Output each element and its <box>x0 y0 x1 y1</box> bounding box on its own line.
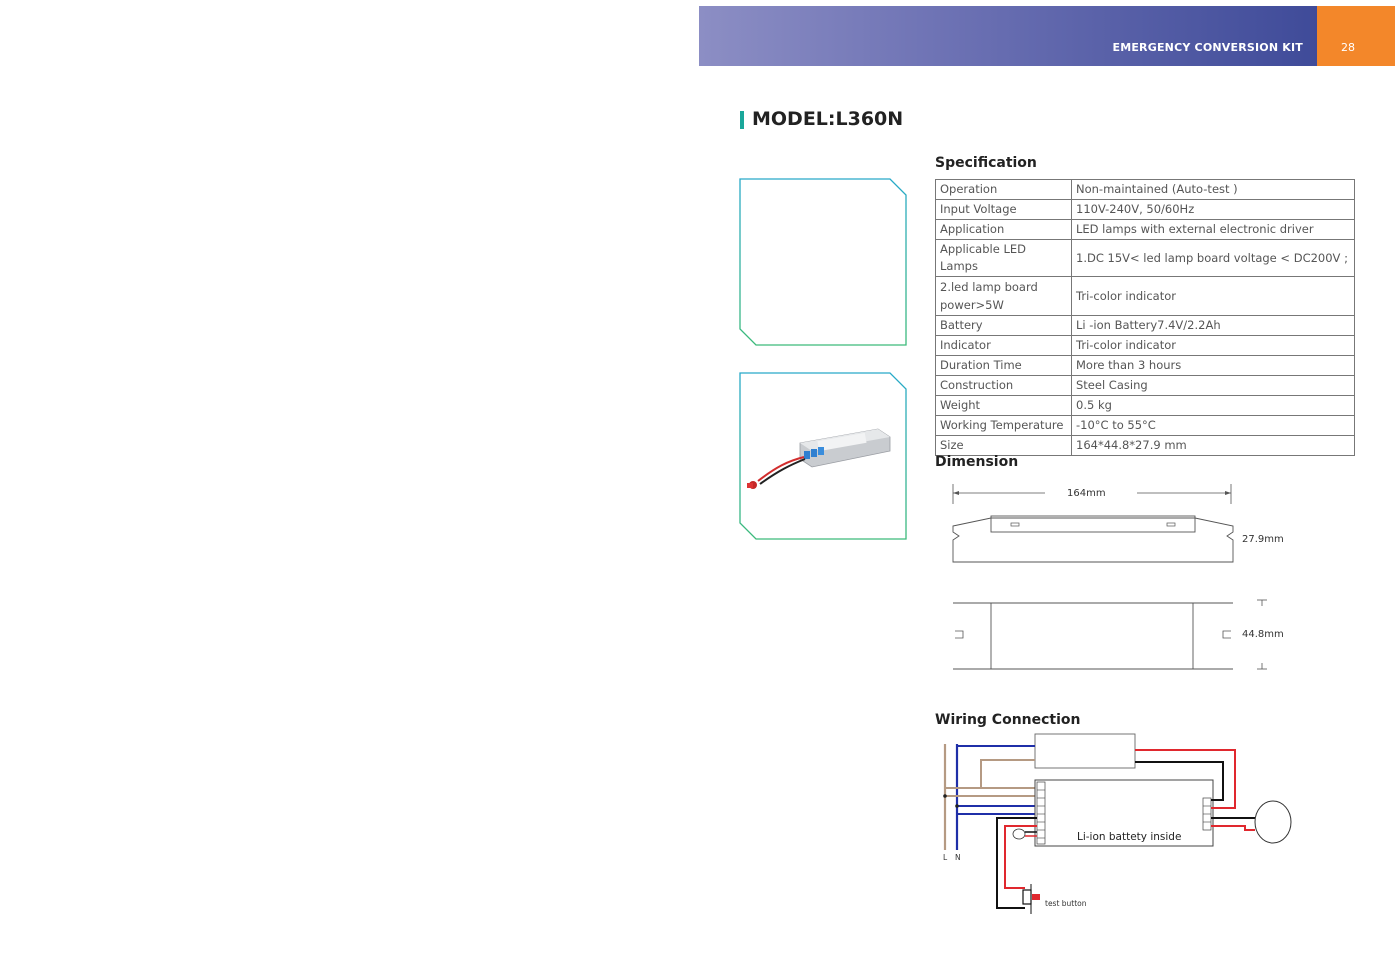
spec-key: Operation <box>936 180 1072 200</box>
top-view <box>953 603 1233 669</box>
spec-value: Tri-color indicator <box>1072 336 1355 356</box>
table-row <box>936 200 1355 220</box>
led-lamp <box>1255 801 1291 843</box>
test-button-label: test button <box>1045 899 1087 908</box>
spec-value: Steel Casing <box>1072 376 1355 396</box>
wiring-heading: Wiring Connection <box>935 712 1081 728</box>
specification-table <box>935 179 1355 456</box>
dimension-heading: Dimension <box>935 454 1019 470</box>
header-banner <box>699 6 1317 66</box>
dimension-width-label: 44.8mm <box>1242 629 1284 640</box>
live-label: L <box>943 853 948 862</box>
module-label: Li-ion battety inside <box>1077 831 1182 843</box>
product-image-frame <box>738 371 910 543</box>
spec-value: 0.5 kg <box>1072 396 1355 416</box>
spec-key: Application <box>936 220 1072 240</box>
table-row <box>936 356 1355 376</box>
wiring-diagram <box>935 730 1305 920</box>
dimension-length-label: 164mm <box>1067 488 1106 499</box>
spec-value: 110V-240V, 50/60Hz <box>1072 200 1355 220</box>
spec-key: Indicator <box>936 336 1072 356</box>
side-view <box>953 516 1233 562</box>
spec-value: 164*44.8*27.9 mm <box>1072 436 1355 456</box>
table-row <box>936 376 1355 396</box>
dimension-drawing <box>945 480 1295 680</box>
test-button-icon <box>1032 894 1040 900</box>
led-driver-box <box>1035 734 1135 768</box>
indicator-led <box>1013 829 1025 839</box>
spec-key: Applicable LED Lamps <box>936 240 1072 277</box>
table-row <box>936 220 1355 240</box>
page-number: 28 <box>1341 41 1355 54</box>
spec-key: Weight <box>936 396 1072 416</box>
spec-key: Construction <box>936 376 1072 396</box>
table-row <box>936 336 1355 356</box>
table-row <box>936 277 1355 316</box>
model-title: MODEL:L360N <box>752 108 904 130</box>
dimension-height-label: 27.9mm <box>1242 534 1284 545</box>
test-button-body <box>1023 890 1031 904</box>
header-title: EMERGENCY CONVERSION KIT <box>1112 41 1303 54</box>
spec-key: Duration Time <box>936 356 1072 376</box>
spec-value: LED lamps with external electronic driver <box>1072 220 1355 240</box>
spec-value: Li -ion Battery7.4V/2.2Ah <box>1072 316 1355 336</box>
table-row <box>936 316 1355 336</box>
spec-value: 1.DC 15V< led lamp board voltage < DC200V ; <box>1072 240 1355 277</box>
spec-key: Working Temperature <box>936 416 1072 436</box>
table-row <box>936 436 1355 456</box>
table-row <box>936 416 1355 436</box>
spec-key: Input Voltage <box>936 200 1072 220</box>
table-row <box>936 240 1355 277</box>
spec-key: Battery <box>936 316 1072 336</box>
spec-value: -10°C to 55°C <box>1072 416 1355 436</box>
spec-value: Tri-color indicator <box>1072 277 1355 316</box>
neutral-label: N <box>955 853 961 862</box>
table-row <box>936 396 1355 416</box>
spec-value: Non-maintained (Auto-test ) <box>1072 180 1355 200</box>
table-row <box>936 180 1355 200</box>
spec-value: More than 3 hours <box>1072 356 1355 376</box>
product-photo <box>747 429 890 489</box>
page-number-box <box>1317 6 1395 66</box>
specification-heading: Specification <box>935 155 1037 171</box>
spec-key: 2.led lamp board power>5W <box>936 277 1072 316</box>
product-image-frame-empty <box>738 177 910 349</box>
model-accent-bar <box>740 111 744 129</box>
spec-key: Size <box>936 436 1072 456</box>
